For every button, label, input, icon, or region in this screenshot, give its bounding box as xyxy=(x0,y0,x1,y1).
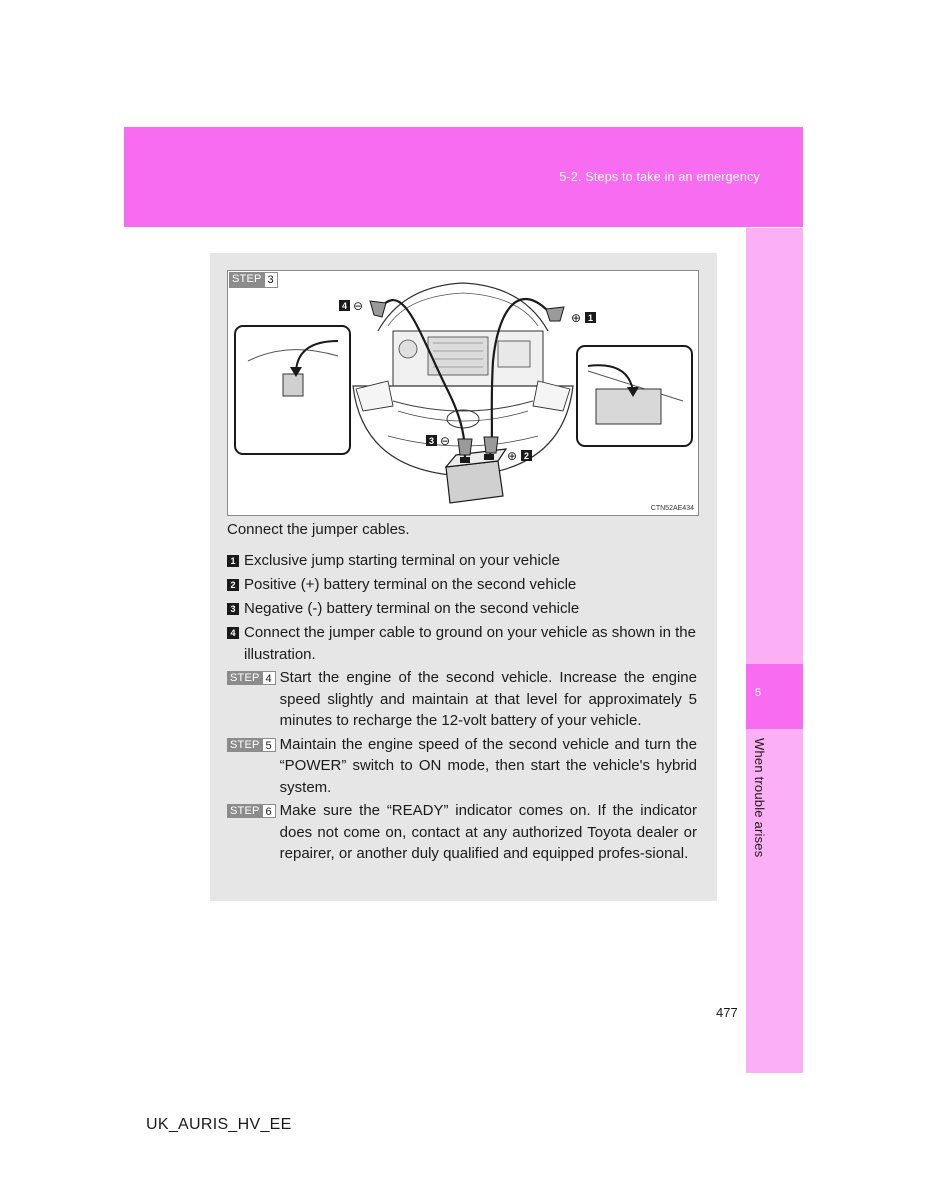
step-badge xyxy=(227,671,276,685)
step-word: STEP xyxy=(227,804,263,818)
list-item xyxy=(227,622,699,666)
chapter-title: When trouble arises xyxy=(752,738,767,858)
plus-sign: ⊕ xyxy=(571,311,582,325)
callout-1-label: 1 xyxy=(587,313,594,323)
item-text: Exclusive jump starting terminal on your vehicle xyxy=(244,552,560,569)
callout-4-label: 4 xyxy=(341,301,348,311)
step-number: 5 xyxy=(263,738,276,752)
page-number: 477 xyxy=(716,1005,738,1020)
step-text: Make sure the “READY” indicator comes on. If the indicator does not come on, contact at any authorized Toyota dealer or repairer, or another duly qualified and equipped profes-sional. xyxy=(279,802,697,862)
jumper-cable-illustration xyxy=(227,270,699,516)
chapter-number: 5 xyxy=(754,687,762,699)
step-badge xyxy=(227,738,276,752)
step-number: 4 xyxy=(263,671,276,685)
step-word: STEP xyxy=(229,272,265,288)
item-text: Negative (-) battery terminal on the second vehicle xyxy=(244,600,580,617)
callout-4 xyxy=(339,299,363,313)
step-item xyxy=(227,667,697,732)
item-number: 1 xyxy=(227,555,239,567)
callout-2-label: 2 xyxy=(523,451,530,461)
callout-list xyxy=(227,550,699,668)
step-badge xyxy=(227,804,276,818)
document-code: UK_AURIS_HV_EE xyxy=(146,1116,292,1133)
step-word: STEP xyxy=(227,738,263,752)
minus-sign: ⊖ xyxy=(440,434,451,448)
figure-step-badge xyxy=(229,272,278,288)
step-word: STEP xyxy=(227,671,263,685)
section-title: 5-2. Steps to take in an emergency xyxy=(559,170,760,184)
figure-code: CTN52AE434 xyxy=(650,505,694,512)
engine-bay-drawing xyxy=(228,271,698,515)
plus-sign: ⊕ xyxy=(507,449,518,463)
item-number: 3 xyxy=(227,603,239,615)
intro-text: Connect the jumper cables. xyxy=(227,521,410,538)
header-band xyxy=(124,127,803,227)
step-number: 6 xyxy=(263,804,276,818)
callout-1 xyxy=(571,311,596,325)
item-text: Positive (+) battery terminal on the second vehicle xyxy=(244,576,577,593)
step-text: Start the engine of the second vehicle. Increase the engine speed slightly and maintain at that level for approximately 5 minutes to recharge the 12-volt battery of your vehicle. xyxy=(279,669,697,729)
list-item xyxy=(227,550,699,572)
step-list xyxy=(227,667,697,867)
list-item xyxy=(227,574,699,596)
step-item xyxy=(227,734,697,799)
item-text: Connect the jumper cable to ground on your vehicle as shown in the illustration. xyxy=(244,624,696,663)
step-text: Maintain the engine speed of the second vehicle and turn the “POWER” switch to ON mode, then start the vehicle's hybrid system. xyxy=(279,735,697,796)
item-number: 4 xyxy=(227,627,239,639)
callout-3-label: 3 xyxy=(428,436,435,446)
item-number: 2 xyxy=(227,579,239,591)
list-item xyxy=(227,598,699,620)
step-item xyxy=(227,800,697,865)
step-number: 3 xyxy=(265,272,278,288)
minus-sign: ⊖ xyxy=(353,299,364,313)
chapter-side-tab xyxy=(746,228,803,1073)
